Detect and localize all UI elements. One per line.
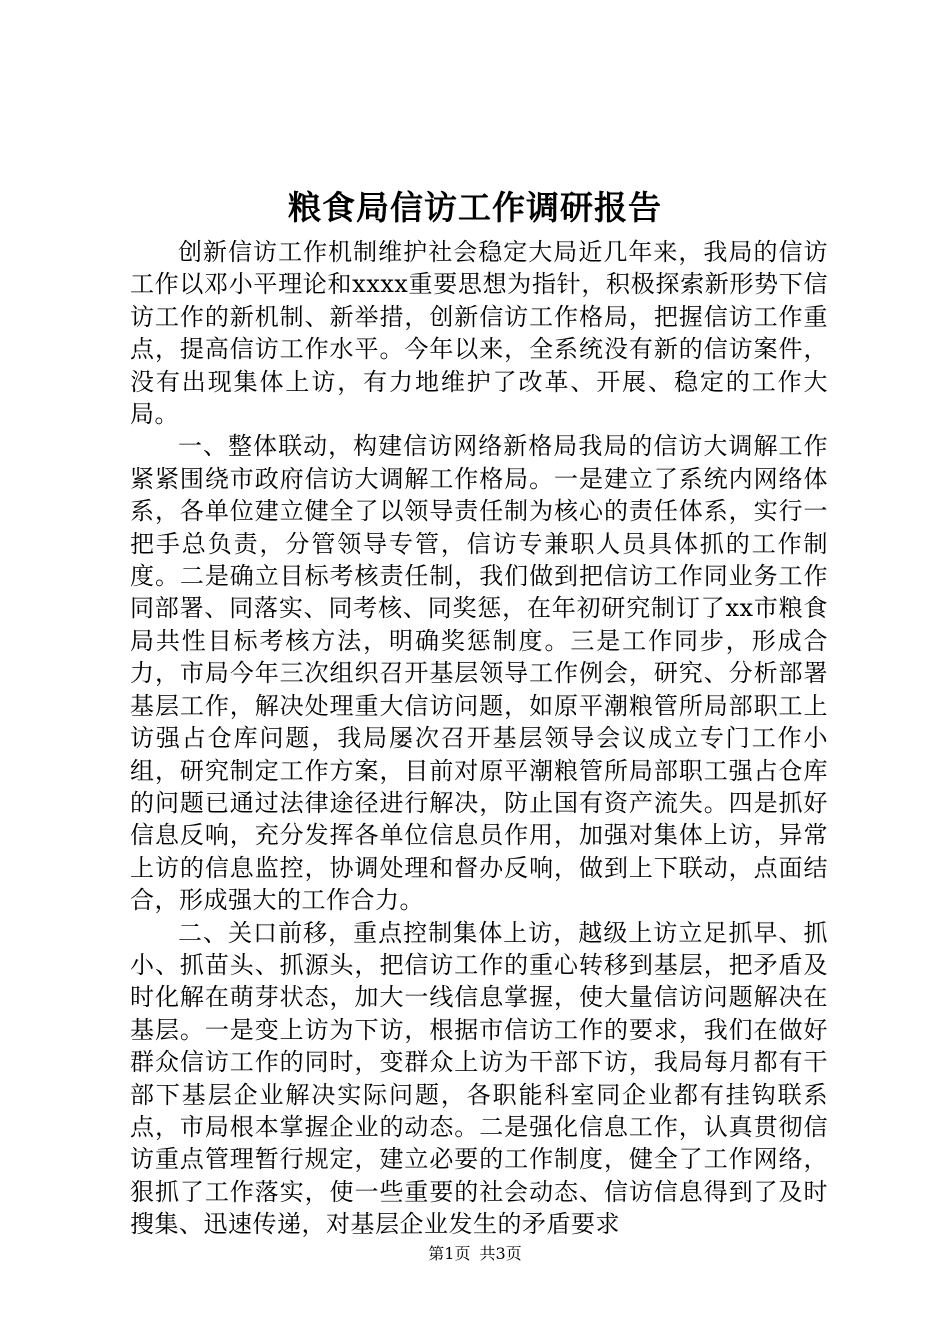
paragraph-intro: 创新信访工作机制维护社会稳定大局近几年来，我局的信访工作以邓小平理论和xxxx重要思想为指针，积极探索新形势下信访工作的新机制、新举措，创新信访工作格局，把握信访工作重点，提高信访工作水平。今年以来，全系统没有新的信访案件，没有出现集体上访，有力地维护了改革、开展、稳定的工作大局。 xyxy=(130,238,828,429)
page-total: 共3页 xyxy=(479,1244,522,1263)
paragraph-section-2: 二、关口前移，重点控制集体上访，越级上访立足抓早、抓小、抓苗头、抓源头，把信访工作的重心转移到基层，把矛盾及时化解在萌芽状态，加大一线信息掌握，使大量信访问题解决在基层。一是变上访为下访，根据市信访工作的要求，我们在做好群众信访工作的同时，变群众上访为干部下访，我局每月都有干部下基层企业解决实际问题，各职能科室同企业都有挂钩联系点，市局根本掌握企业的动态。二是强化信息工作，认真贯彻信访重点管理暂行规定，建立必要的工作制度，健全了工作网络，狠抓了工作落实，使一些重要的社会动态、信访信息得到了及时搜集、迅速传递，对基层企业发生的矛盾要求 xyxy=(130,918,828,1239)
document-title: 粮食局信访工作调研报告 xyxy=(288,188,662,227)
paragraph-section-1: 一、整体联动，构建信访网络新格局我局的信访大调解工作紧紧围绕市政府信访大调解工作格局。一是建立了系统内网络体系，各单位建立健全了以领导责任制为核心的责任体系，实行一把手总负责，分管领导专管，信访专兼职人员具体抓的工作制度。二是确立目标考核责任制，我们做到把信访工作同业务工作同部署、同落实、同考核、同奖惩，在年初研究制订了xx市粮食局共性目标考核方法，明确奖惩制度。三是工作同步，形成合力，市局今年三次组织召开基层领导工作例会，研究、分析部署基层工作，解决处理重大信访问题，如原平潮粮管所局部职工上访强占仓库问题，我局屡次召开基层领导会议成立专门工作小组，研究制定工作方案，目前对原平潮粮管所局部职工强占仓库的问题已通过法律途径进行解决，防止国有资产流失。四是抓好信息反响，充分发挥各单位信息员作用，加强对集体上访，异常上访的信息监控，协调处理和督办反响，做到上下联动，点面结合，形成强大的工作合力。 xyxy=(130,432,828,915)
document-body xyxy=(130,236,828,1241)
page-number: 第1页 xyxy=(428,1244,471,1263)
page-footer xyxy=(0,1242,950,1266)
